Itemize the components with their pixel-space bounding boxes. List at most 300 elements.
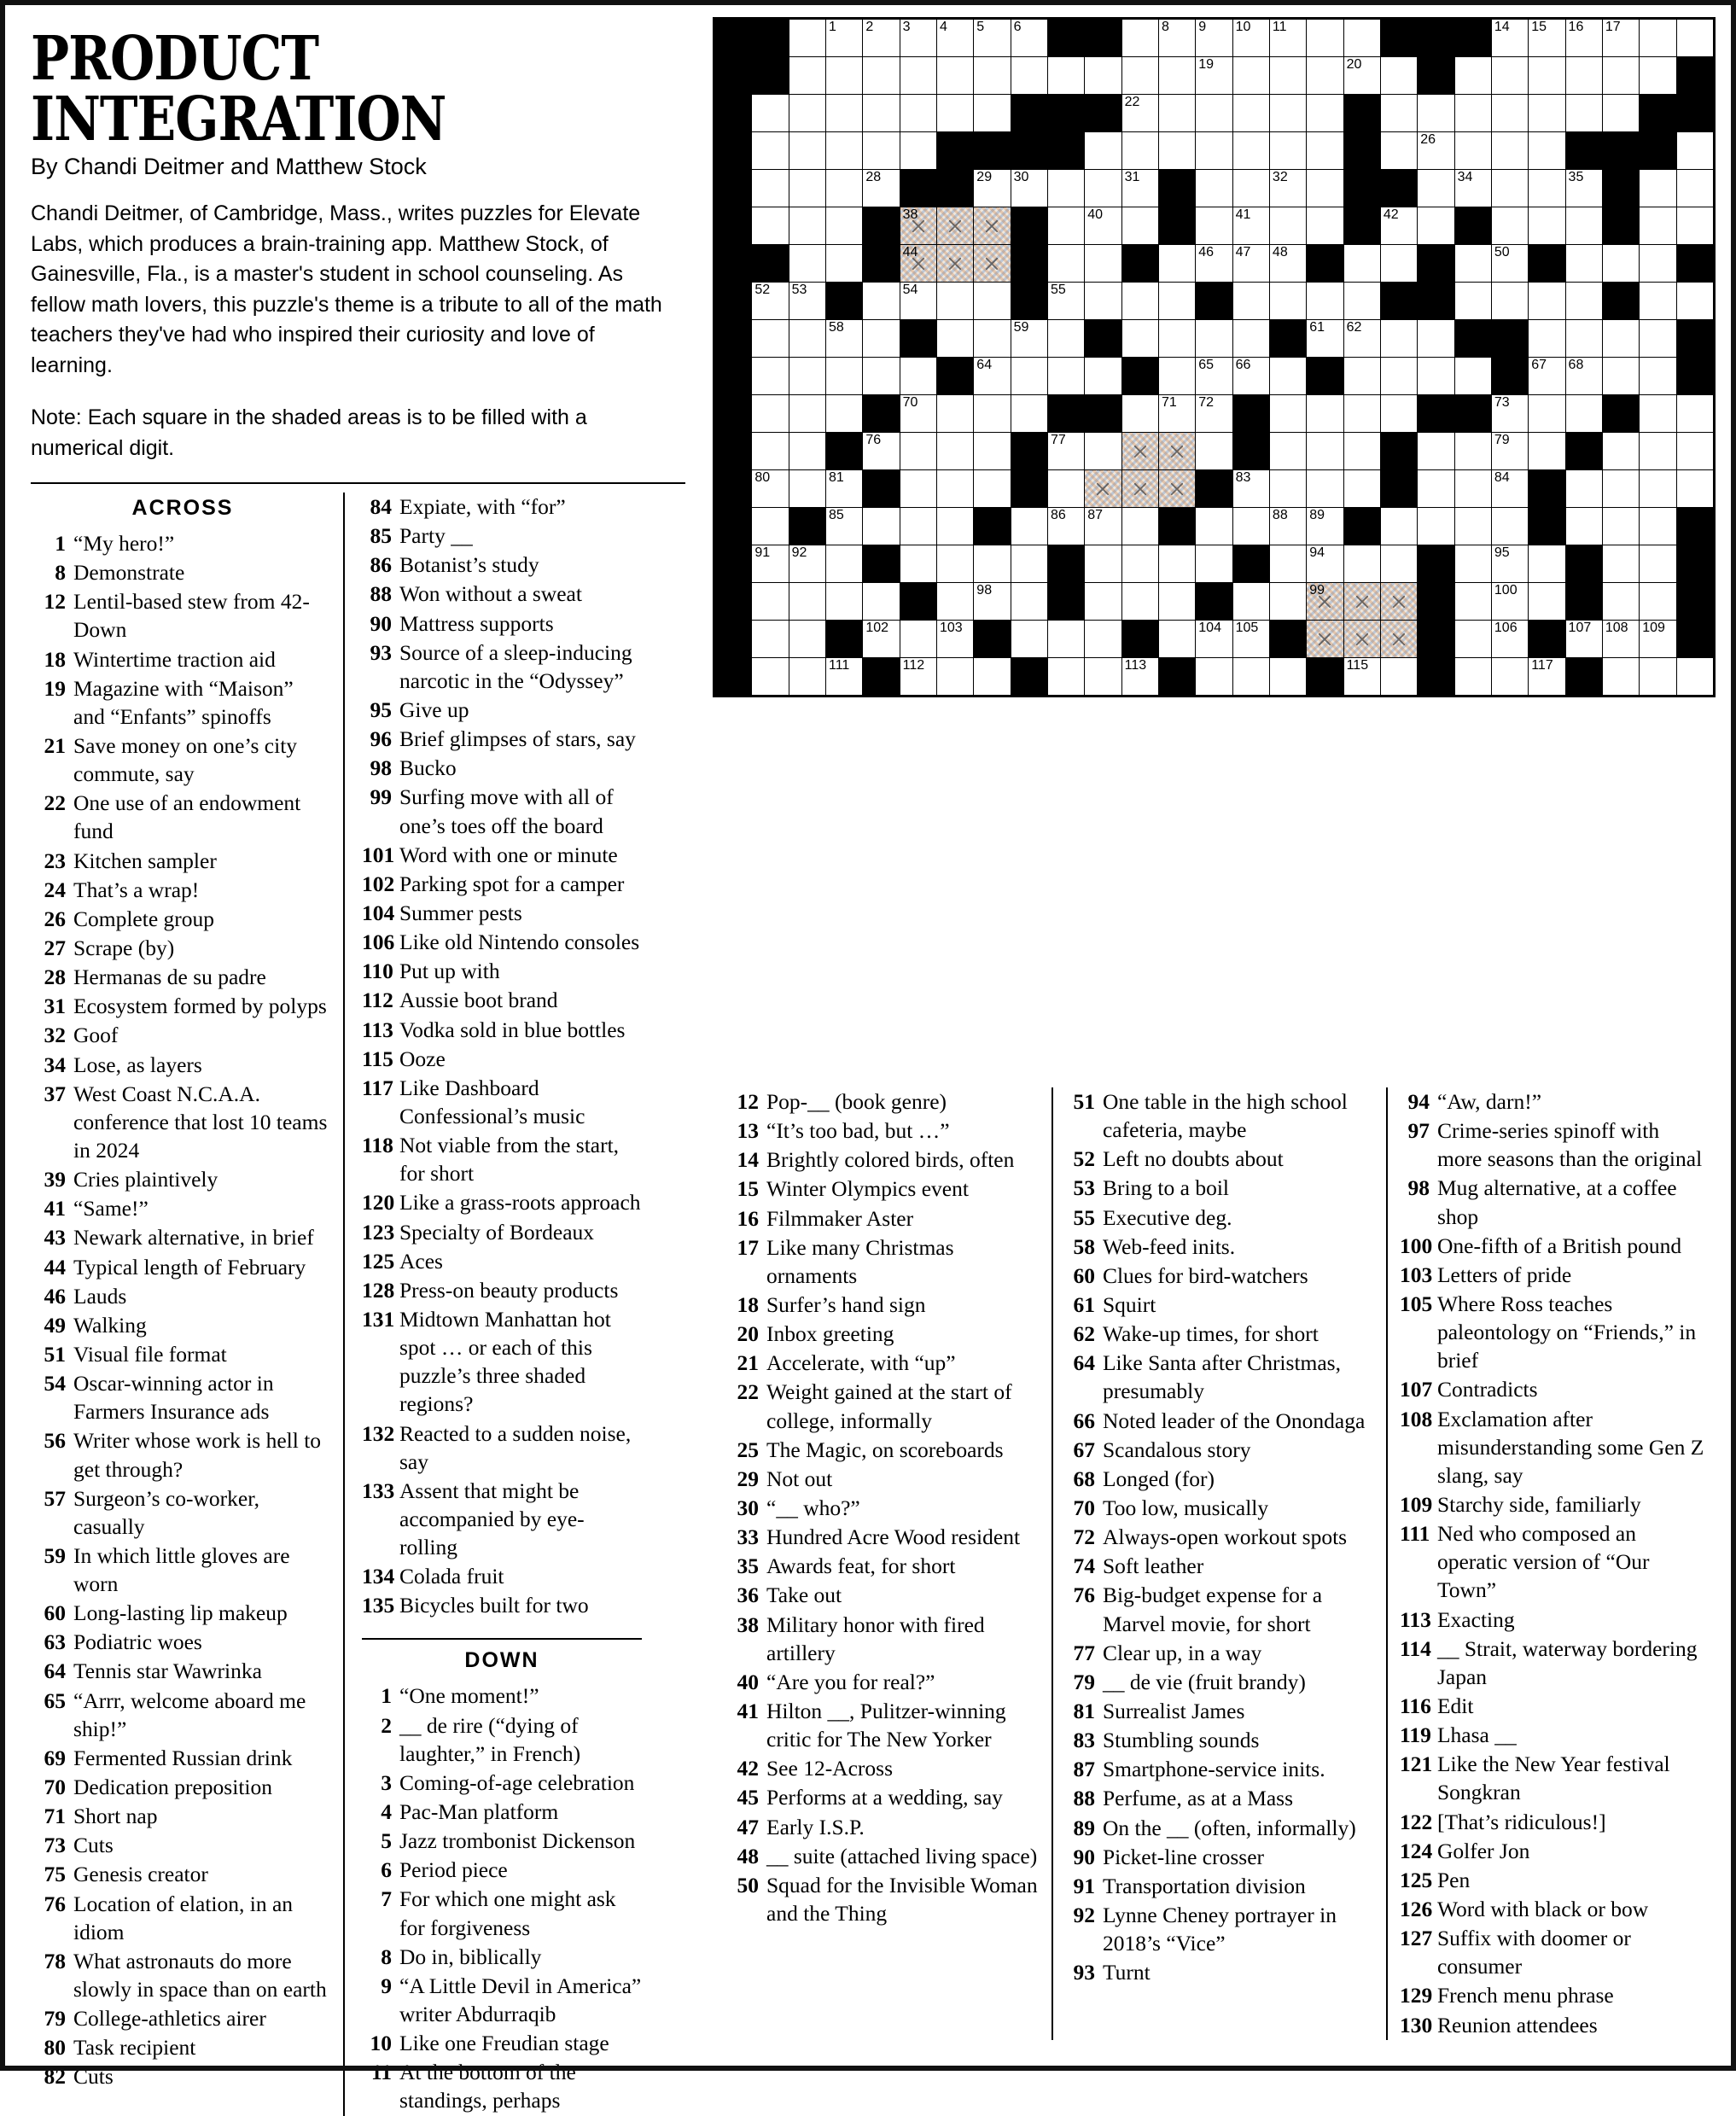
grid-cell[interactable]	[1307, 433, 1343, 470]
clue-item[interactable]	[362, 1131, 642, 1187]
grid-cell[interactable]	[1491, 283, 1528, 320]
grid-cell[interactable]	[1085, 170, 1121, 207]
grid-cell[interactable]	[825, 658, 862, 697]
grid-cell[interactable]	[1343, 19, 1380, 57]
grid-cell[interactable]	[1121, 19, 1158, 57]
grid-cell[interactable]	[936, 320, 973, 358]
grid-cell[interactable]	[1380, 95, 1417, 132]
clue-item[interactable]	[729, 1611, 1040, 1667]
grid-cell[interactable]	[789, 621, 825, 658]
grid-cell[interactable]	[1491, 545, 1528, 583]
grid-cell[interactable]	[1640, 57, 1676, 95]
grid-cell[interactable]	[1158, 583, 1195, 621]
grid-cell[interactable]	[1011, 57, 1047, 95]
clue-item[interactable]	[36, 529, 329, 557]
grid-cell[interactable]	[1454, 508, 1491, 545]
grid-cell[interactable]	[936, 470, 973, 508]
clue-item[interactable]	[1400, 1692, 1709, 1720]
grid-cell[interactable]	[1565, 57, 1602, 95]
grid-cell[interactable]	[1602, 19, 1639, 57]
grid-cell[interactable]	[825, 170, 862, 207]
clue-item[interactable]	[1065, 1174, 1374, 1202]
grid-cell[interactable]	[1011, 395, 1047, 433]
grid-cell[interactable]	[1269, 207, 1306, 245]
grid-cell[interactable]	[900, 283, 936, 320]
grid-cell[interactable]	[1491, 658, 1528, 697]
clue-item[interactable]	[362, 928, 642, 956]
grid-cell[interactable]	[1196, 395, 1232, 433]
grid-cell[interactable]	[825, 207, 862, 245]
grid-cell[interactable]	[1085, 658, 1121, 697]
grid-cell[interactable]	[974, 358, 1011, 395]
grid-cell[interactable]	[1307, 470, 1343, 508]
grid-cell[interactable]	[900, 658, 936, 697]
grid-cell[interactable]	[1196, 358, 1232, 395]
grid-cell[interactable]	[1121, 170, 1158, 207]
clue-item[interactable]	[729, 1523, 1040, 1551]
grid-cell[interactable]	[1640, 245, 1676, 283]
grid-cell[interactable]	[1454, 658, 1491, 697]
grid-cell[interactable]	[1121, 320, 1158, 358]
grid-cell[interactable]	[1343, 245, 1380, 283]
grid-cell[interactable]	[1158, 395, 1195, 433]
grid-cell[interactable]	[1011, 19, 1047, 57]
grid-cell[interactable]	[1602, 470, 1639, 508]
grid-cell[interactable]	[1565, 621, 1602, 658]
clue-item[interactable]	[1400, 1232, 1709, 1260]
clue-item[interactable]	[362, 1276, 642, 1304]
grid-cell[interactable]	[1196, 245, 1232, 283]
grid-cell[interactable]	[825, 57, 862, 95]
clue-item[interactable]	[36, 1165, 329, 1193]
grid-cell[interactable]	[1196, 19, 1232, 57]
grid-cell[interactable]	[1491, 19, 1528, 57]
grid-cell[interactable]	[1121, 57, 1158, 95]
grid-cell[interactable]	[1491, 245, 1528, 283]
grid-cell[interactable]	[1454, 245, 1491, 283]
grid-cell[interactable]	[1565, 508, 1602, 545]
grid-cell[interactable]	[1676, 658, 1714, 697]
grid-cell[interactable]	[752, 470, 789, 508]
clue-item[interactable]	[1400, 1837, 1709, 1865]
grid-cell[interactable]	[789, 433, 825, 470]
grid-cell[interactable]	[1047, 207, 1084, 245]
grid-cell[interactable]	[1047, 170, 1084, 207]
grid-cell[interactable]	[936, 621, 973, 658]
grid-cell[interactable]	[825, 545, 862, 583]
grid-cell[interactable]	[1602, 245, 1639, 283]
grid-shaded-cell[interactable]	[1307, 621, 1343, 658]
grid-cell[interactable]	[1418, 470, 1454, 508]
grid-cell[interactable]	[1196, 545, 1232, 583]
grid-cell[interactable]	[1343, 658, 1380, 697]
clue-item[interactable]	[1065, 1494, 1374, 1522]
grid-cell[interactable]	[936, 19, 973, 57]
grid-cell[interactable]	[1196, 658, 1232, 697]
grid-shaded-cell[interactable]	[1085, 470, 1121, 508]
grid-cell[interactable]	[752, 395, 789, 433]
grid-cell[interactable]	[1602, 433, 1639, 470]
grid-cell[interactable]	[789, 132, 825, 170]
grid-cell[interactable]	[1529, 283, 1565, 320]
clue-item[interactable]	[362, 2058, 642, 2114]
clue-item[interactable]	[36, 905, 329, 933]
clue-item[interactable]	[362, 638, 642, 695]
grid-shaded-cell[interactable]	[1343, 621, 1380, 658]
grid-cell[interactable]	[1640, 395, 1676, 433]
grid-cell[interactable]	[789, 283, 825, 320]
grid-cell[interactable]	[1491, 470, 1528, 508]
clue-item[interactable]	[729, 1378, 1040, 1434]
clue-item[interactable]	[1400, 1924, 1709, 1980]
clue-item[interactable]	[362, 899, 642, 927]
grid-cell[interactable]	[1676, 395, 1714, 433]
clue-item[interactable]	[362, 841, 642, 869]
grid-cell[interactable]	[752, 545, 789, 583]
grid-cell[interactable]	[1085, 57, 1121, 95]
grid-cell[interactable]	[789, 170, 825, 207]
grid-cell[interactable]	[974, 170, 1011, 207]
clue-item[interactable]	[362, 1016, 642, 1044]
clue-item[interactable]	[1065, 1262, 1374, 1290]
grid-cell[interactable]	[936, 508, 973, 545]
grid-cell[interactable]	[1232, 658, 1269, 697]
grid-cell[interactable]	[1085, 545, 1121, 583]
grid-cell[interactable]	[1454, 358, 1491, 395]
grid-cell[interactable]	[1602, 57, 1639, 95]
clue-item[interactable]	[1065, 1349, 1374, 1405]
grid-cell[interactable]	[1565, 207, 1602, 245]
clue-item[interactable]	[1065, 1465, 1374, 1493]
grid-cell[interactable]	[1158, 95, 1195, 132]
grid-cell[interactable]	[974, 545, 1011, 583]
clue-item[interactable]	[729, 1087, 1040, 1116]
grid-cell[interactable]	[1158, 545, 1195, 583]
grid-cell[interactable]	[1380, 358, 1417, 395]
grid-cell[interactable]	[1640, 470, 1676, 508]
grid-cell[interactable]	[1491, 207, 1528, 245]
grid-cell[interactable]	[1602, 583, 1639, 621]
clue-item[interactable]	[1400, 2011, 1709, 2039]
grid-cell[interactable]	[1676, 470, 1714, 508]
grid-cell[interactable]	[1269, 95, 1306, 132]
clue-item[interactable]	[362, 986, 642, 1014]
grid-cell[interactable]	[1418, 433, 1454, 470]
grid-cell[interactable]	[1380, 245, 1417, 283]
grid-shaded-cell[interactable]	[936, 245, 973, 283]
grid-cell[interactable]	[900, 621, 936, 658]
grid-cell[interactable]	[1158, 19, 1195, 57]
grid-cell[interactable]	[1343, 283, 1380, 320]
clue-item[interactable]	[362, 1769, 642, 1797]
clue-item[interactable]	[729, 1320, 1040, 1348]
grid-cell[interactable]	[1196, 132, 1232, 170]
grid-cell[interactable]	[1565, 320, 1602, 358]
clue-item[interactable]	[36, 1340, 329, 1368]
grid-cell[interactable]	[1269, 545, 1306, 583]
clue-item[interactable]	[362, 1188, 642, 1216]
grid-cell[interactable]	[1380, 395, 1417, 433]
clue-item[interactable]	[362, 1247, 642, 1275]
clue-item[interactable]	[1065, 1726, 1374, 1754]
grid-cell[interactable]	[1121, 283, 1158, 320]
grid-cell[interactable]	[1158, 57, 1195, 95]
grid-cell[interactable]	[1011, 320, 1047, 358]
grid-cell[interactable]	[1047, 245, 1084, 283]
grid-cell[interactable]	[1676, 433, 1714, 470]
grid-cell[interactable]	[900, 95, 936, 132]
clue-item[interactable]	[729, 1754, 1040, 1782]
grid-cell[interactable]	[1047, 621, 1084, 658]
clue-item[interactable]	[362, 957, 642, 985]
grid-cell[interactable]	[1085, 433, 1121, 470]
grid-cell[interactable]	[789, 395, 825, 433]
grid-cell[interactable]	[1269, 583, 1306, 621]
grid-cell[interactable]	[1158, 358, 1195, 395]
grid-cell[interactable]	[825, 583, 862, 621]
grid-cell[interactable]	[1529, 358, 1565, 395]
clue-item[interactable]	[36, 2004, 329, 2032]
grid-cell[interactable]	[789, 19, 825, 57]
grid-cell[interactable]	[1047, 57, 1084, 95]
grid-cell[interactable]	[1047, 320, 1084, 358]
grid-cell[interactable]	[1232, 170, 1269, 207]
clue-item[interactable]	[1400, 1405, 1709, 1489]
grid-cell[interactable]	[1529, 170, 1565, 207]
grid-cell[interactable]	[789, 545, 825, 583]
clue-item[interactable]	[1400, 1116, 1709, 1173]
clue-item[interactable]	[1065, 1958, 1374, 1986]
grid-cell[interactable]	[1380, 545, 1417, 583]
grid-cell[interactable]	[1307, 283, 1343, 320]
grid-cell[interactable]	[863, 132, 900, 170]
clue-item[interactable]	[36, 1426, 329, 1483]
grid-cell[interactable]	[1307, 19, 1343, 57]
grid-shaded-cell[interactable]	[900, 207, 936, 245]
grid-cell[interactable]	[1269, 19, 1306, 57]
clue-item[interactable]	[1400, 1606, 1709, 1634]
clue-item[interactable]	[1400, 1087, 1709, 1116]
clue-item[interactable]	[362, 1591, 642, 1619]
grid-cell[interactable]	[1232, 583, 1269, 621]
grid-cell[interactable]	[1454, 283, 1491, 320]
grid-cell[interactable]	[1085, 207, 1121, 245]
grid-cell[interactable]	[1640, 658, 1676, 697]
grid-cell[interactable]	[863, 358, 900, 395]
grid-cell[interactable]	[789, 358, 825, 395]
grid-cell[interactable]	[1491, 621, 1528, 658]
clue-item[interactable]	[36, 1282, 329, 1310]
grid-cell[interactable]	[1307, 95, 1343, 132]
clue-item[interactable]	[1400, 1290, 1709, 1374]
grid-cell[interactable]	[1307, 545, 1343, 583]
grid-cell[interactable]	[1640, 19, 1676, 57]
grid-cell[interactable]	[1307, 57, 1343, 95]
grid-cell[interactable]	[1269, 395, 1306, 433]
grid-cell[interactable]	[1454, 583, 1491, 621]
grid-cell[interactable]	[1232, 470, 1269, 508]
grid-cell[interactable]	[936, 57, 973, 95]
clue-item[interactable]	[1065, 1552, 1374, 1580]
grid-cell[interactable]	[1047, 358, 1084, 395]
grid-cell[interactable]	[1307, 508, 1343, 545]
clue-item[interactable]	[729, 1175, 1040, 1203]
grid-cell[interactable]	[1602, 545, 1639, 583]
clue-item[interactable]	[1400, 1895, 1709, 1923]
grid-cell[interactable]	[825, 470, 862, 508]
grid-cell[interactable]	[825, 132, 862, 170]
grid-cell[interactable]	[1491, 57, 1528, 95]
grid-cell[interactable]	[1565, 19, 1602, 57]
grid-cell[interactable]	[1232, 95, 1269, 132]
grid-cell[interactable]	[1418, 95, 1454, 132]
grid-cell[interactable]	[752, 583, 789, 621]
clue-item[interactable]	[1065, 1523, 1374, 1551]
clue-item[interactable]	[1400, 1375, 1709, 1403]
grid-cell[interactable]	[1380, 508, 1417, 545]
grid-cell[interactable]	[1232, 621, 1269, 658]
grid-cell[interactable]	[1565, 170, 1602, 207]
grid-shaded-cell[interactable]	[974, 245, 1011, 283]
grid-cell[interactable]	[936, 545, 973, 583]
grid-cell[interactable]	[1011, 583, 1047, 621]
grid-cell[interactable]	[1380, 207, 1417, 245]
clue-item[interactable]	[36, 2033, 329, 2061]
clue-item[interactable]	[1065, 1668, 1374, 1696]
grid-cell[interactable]	[1011, 170, 1047, 207]
grid-cell[interactable]	[1196, 95, 1232, 132]
grid-cell[interactable]	[1158, 245, 1195, 283]
clue-item[interactable]	[1065, 1145, 1374, 1173]
grid-cell[interactable]	[1640, 583, 1676, 621]
grid-cell[interactable]	[752, 283, 789, 320]
grid-cell[interactable]	[1454, 95, 1491, 132]
clue-item[interactable]	[1400, 1519, 1709, 1604]
grid-shaded-cell[interactable]	[1158, 470, 1195, 508]
grid-cell[interactable]	[863, 95, 900, 132]
grid-shaded-cell[interactable]	[1343, 583, 1380, 621]
grid-cell[interactable]	[752, 207, 789, 245]
clue-item[interactable]	[362, 870, 642, 898]
grid-cell[interactable]	[1047, 470, 1084, 508]
clue-item[interactable]	[1065, 1784, 1374, 1812]
clue-item[interactable]	[729, 1668, 1040, 1696]
grid-cell[interactable]	[1047, 508, 1084, 545]
grid-cell[interactable]	[1602, 95, 1639, 132]
grid-cell[interactable]	[1602, 621, 1639, 658]
clue-item[interactable]	[36, 1687, 329, 1743]
clue-item[interactable]	[362, 783, 642, 839]
grid-cell[interactable]	[1307, 132, 1343, 170]
grid-cell[interactable]	[1269, 433, 1306, 470]
clue-item[interactable]	[36, 847, 329, 875]
grid-cell[interactable]	[1196, 170, 1232, 207]
grid-cell[interactable]	[1047, 283, 1084, 320]
grid-cell[interactable]	[752, 358, 789, 395]
grid-cell[interactable]	[1232, 320, 1269, 358]
grid-cell[interactable]	[1418, 358, 1454, 395]
clue-item[interactable]	[362, 1562, 642, 1590]
grid-cell[interactable]	[1529, 583, 1565, 621]
grid-cell[interactable]	[1085, 583, 1121, 621]
grid-cell[interactable]	[752, 508, 789, 545]
grid-cell[interactable]	[789, 583, 825, 621]
clue-item[interactable]	[36, 2062, 329, 2090]
grid-cell[interactable]	[752, 658, 789, 697]
grid-cell[interactable]	[1085, 508, 1121, 545]
grid-cell[interactable]	[900, 395, 936, 433]
grid-cell[interactable]	[825, 508, 862, 545]
grid-cell[interactable]	[1232, 358, 1269, 395]
clue-item[interactable]	[362, 1045, 642, 1073]
grid-cell[interactable]	[1454, 621, 1491, 658]
grid-cell[interactable]	[1529, 95, 1565, 132]
grid-cell[interactable]	[1529, 19, 1565, 57]
grid-cell[interactable]	[863, 170, 900, 207]
grid-cell[interactable]	[1640, 433, 1676, 470]
clue-item[interactable]	[362, 1218, 642, 1246]
clue-item[interactable]	[1065, 1755, 1374, 1783]
clue-item[interactable]	[1065, 1320, 1374, 1348]
grid-cell[interactable]	[863, 621, 900, 658]
grid-cell[interactable]	[1343, 358, 1380, 395]
clue-item[interactable]	[36, 963, 329, 991]
clue-item[interactable]	[362, 754, 642, 782]
clue-item[interactable]	[1400, 1490, 1709, 1519]
clue-item[interactable]	[36, 1860, 329, 1888]
grid-cell[interactable]	[1491, 395, 1528, 433]
clue-item[interactable]	[36, 1369, 329, 1425]
grid-cell[interactable]	[974, 395, 1011, 433]
clue-item[interactable]	[729, 1813, 1040, 1841]
clue-item[interactable]	[729, 1145, 1040, 1174]
grid-cell[interactable]	[1529, 132, 1565, 170]
grid-cell[interactable]	[752, 621, 789, 658]
clue-item[interactable]	[362, 1419, 642, 1476]
grid-cell[interactable]	[789, 207, 825, 245]
grid-cell[interactable]	[1602, 658, 1639, 697]
grid-cell[interactable]	[974, 95, 1011, 132]
grid-cell[interactable]	[1121, 132, 1158, 170]
clue-item[interactable]	[362, 696, 642, 724]
clue-item[interactable]	[362, 522, 642, 550]
grid-cell[interactable]	[1380, 132, 1417, 170]
grid-cell[interactable]	[1121, 95, 1158, 132]
clue-item[interactable]	[1400, 1866, 1709, 1894]
grid-cell[interactable]	[1676, 207, 1714, 245]
grid-cell[interactable]	[1640, 320, 1676, 358]
clue-item[interactable]	[1065, 1843, 1374, 1871]
grid-cell[interactable]	[1343, 320, 1380, 358]
clue-item[interactable]	[1400, 1750, 1709, 1806]
clue-item[interactable]	[362, 1711, 642, 1768]
clue-item[interactable]	[36, 1947, 329, 2003]
grid-cell[interactable]	[900, 470, 936, 508]
grid-cell[interactable]	[1121, 395, 1158, 433]
grid-cell[interactable]	[825, 320, 862, 358]
clue-item[interactable]	[36, 1311, 329, 1339]
grid-cell[interactable]	[1269, 132, 1306, 170]
grid-cell[interactable]	[1232, 19, 1269, 57]
grid-cell[interactable]	[1343, 470, 1380, 508]
grid-cell[interactable]	[1307, 395, 1343, 433]
grid-shaded-cell[interactable]	[1158, 433, 1195, 470]
clue-item[interactable]	[36, 1890, 329, 1946]
clue-item[interactable]	[729, 1291, 1040, 1319]
grid-cell[interactable]	[1565, 245, 1602, 283]
clue-item[interactable]	[1400, 1174, 1709, 1230]
grid-cell[interactable]	[1418, 207, 1454, 245]
